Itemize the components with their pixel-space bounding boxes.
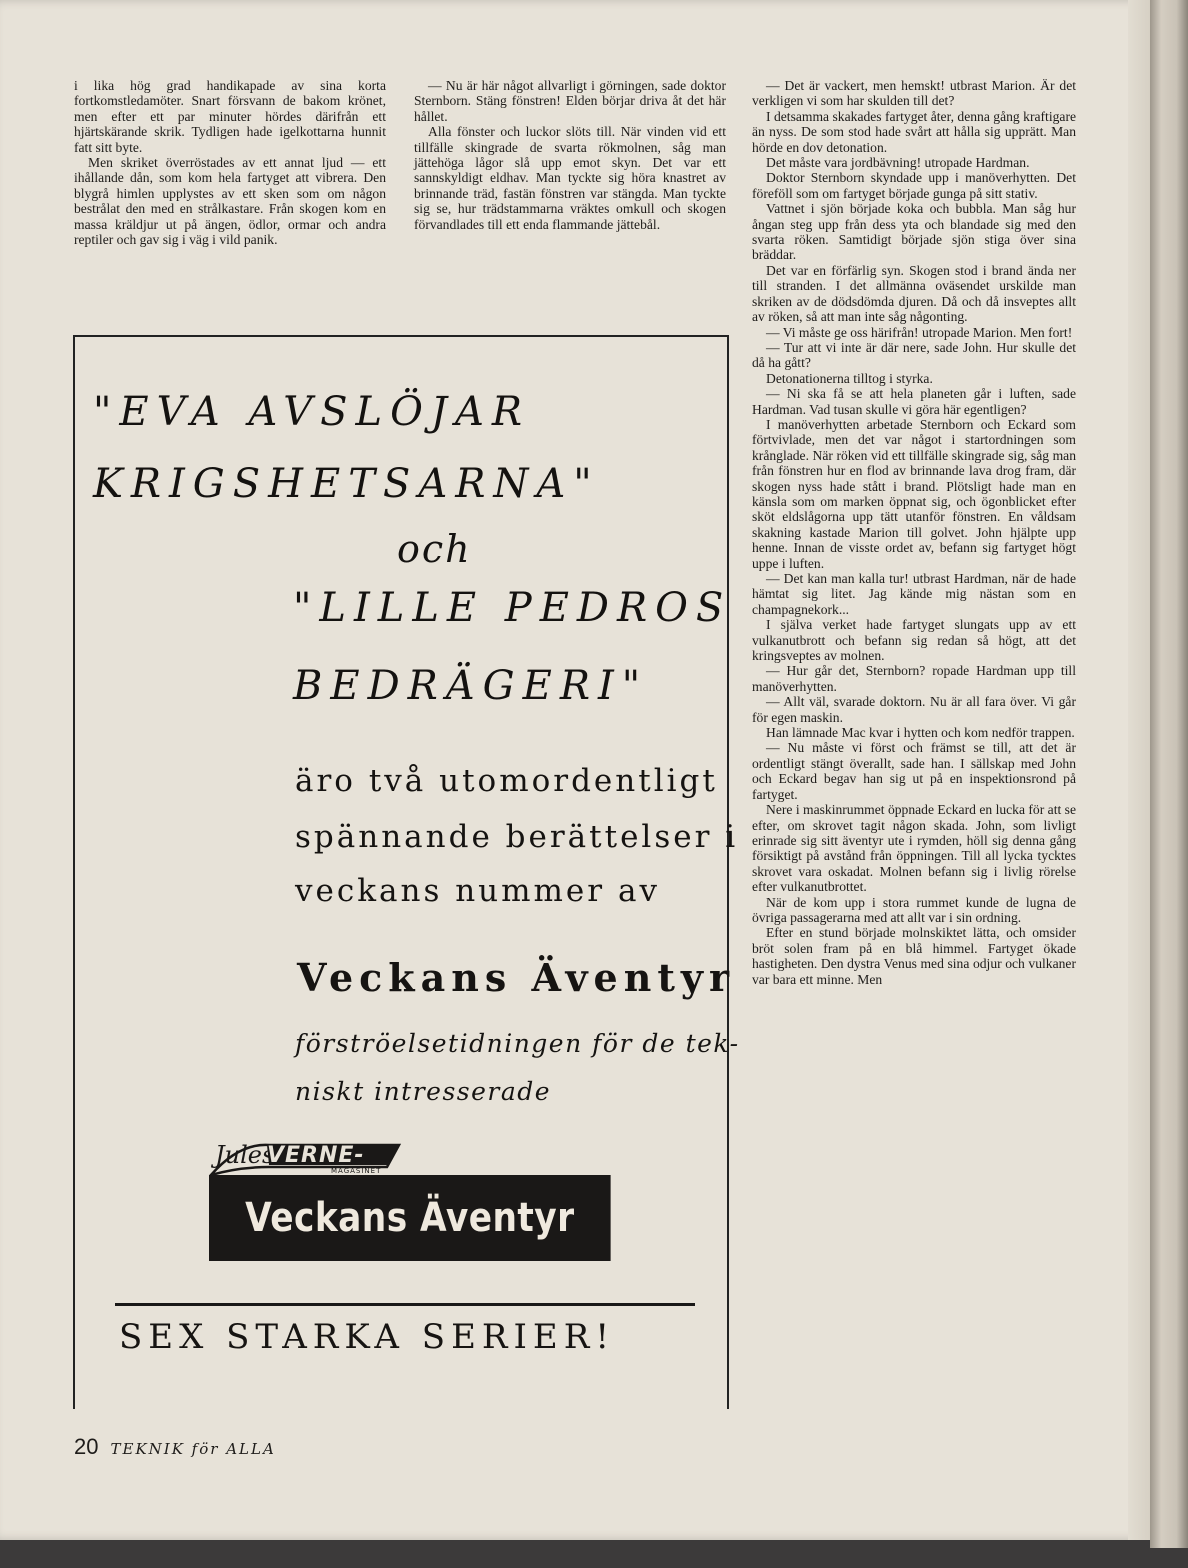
paragraph: I själva verket hade fartyget slungats upp av ett vulkanutbrott och befann sig redan så högt, att det kringsveptes av molnen. [752, 617, 1076, 664]
folio-magazine-name: TEKNIK för ALLA [110, 1440, 276, 1458]
paragraph: — Hur går det, Sternborn? ropade Hardman upp till manöverhytten. [752, 663, 1076, 694]
ad-body-line-1: äro två utomordentligt [295, 763, 718, 799]
advertisement [73, 335, 740, 1409]
logo-sub-text: MAGASINET [331, 1167, 382, 1175]
paragraph: — Vi måste ge oss härifrån! utropade Marion. Men fort! [766, 324, 1073, 340]
paragraph: — Nu är här något allvarligt i görningen, sade doktor Sternborn. Stäng fönstren! Elden börjar driva åt det här hållet. [414, 78, 726, 124]
page-gutter-shadow [1128, 0, 1150, 1540]
paragraph: Nere i maskinrummet öppnade Eckard en lucka för att se efter, om skrovet tagit någon skada. John, som livligt erinrade sig sitt äventyr ute i rymden, höll sig denna gång försiktigt på avstånd från öppningen. Till all lycka tycktes skrovet vara oskadat. Molnen befann sig i livlig rörelse efter vulkanutbrottet. [752, 802, 1076, 895]
paragraph: — Det kan man kalla tur! utbrast Hardman, när de hade hämtat sig litet. Jag kände mig nästan som en champagnekork... [752, 571, 1076, 617]
ad-och: och [397, 527, 472, 571]
paragraph: — Det är vackert, men hemskt! utbrast Marion. Är det verkligen vi som har skulden till det? [752, 78, 1076, 109]
text-column-2 [414, 78, 726, 232]
paragraph: I detsamma skakades fartyget åter, denna gång kraftigare än nyss. De som stod hade svårt att hålla sig upprätt. Man hörde en dov detonation. [752, 108, 1076, 155]
text-column-1 [74, 78, 386, 247]
ad-tagline-1: förströelsetidningen för de tek- [295, 1029, 740, 1058]
ad-body-line-2: spännande berättelser i [295, 819, 739, 855]
ad-body-line-3: veckans nummer av [295, 873, 660, 909]
paragraph: Men skriket överröstades av ett annat ljud — ett ihållande dån, som kom hela fartyget att vibrera. Den blygrå himlen upplystes av ett sken som om någon bestrålat den med en strålkastare. Från skogen kom en massa kräldjur ut på ängen, ödlor, ormar och andra reptiler och gav sig i väg i vild panik. [74, 155, 386, 248]
logo-verne-text: VERNE- [267, 1143, 365, 1168]
paragraph: När de kom upp i stora rummet kunde de lugna de övriga passagerarna med att allt var i sin ordning. [752, 894, 1076, 925]
next-page-edge [1150, 0, 1188, 1548]
paragraph: Alla fönster och luckor slöts till. När vinden vid ett tillfälle skingrade de svarta rökmolnen, såg man jättehöga lågor slå upp emot skyn. Det var ett sannskyldigt eldhav. Man tyckte sig höra knastret av brinnande träd, fastän fönstren var stängda. Man tyckte sig se, hur trädstammarna vräktes omkull och skogen förvandlades till ett enda flammande jättebål. [414, 124, 726, 232]
paragraph: Detonationerna tilltog i styrka. [766, 370, 933, 386]
paragraph: Han lämnade Mac kvar i hytten och kom nedför trappen. [766, 725, 1075, 741]
paragraph: — Allt väl, svarade doktorn. Nu är all fara över. Vi går för egen maskin. [752, 694, 1076, 725]
ad-title-line-4: BEDRÄGERI" [293, 663, 649, 709]
ad-tagline-2: niskt intresserade [295, 1077, 552, 1106]
paragraph: I manöverhytten arbetade Sternborn och Eckard som förtvivlade, men det var något i startordningen som krånglade. När röken vid ett tillfälle skingrade sig, såg man från fönstren hur en flod av brinnande lava drog fram, där skogen nyss hade stått i brand. Plötsligt hade man en känsla som om marken öppnat sig, och ögonblicket efter sköt eldslågorna upp tätt utanför fönstren. En våldsam skakning kastade Marion till golvet. John hjälpte upp henne. Innan de visste ordet av, befann sig fartyget högt uppe i luften. [752, 416, 1076, 571]
text-column-3 [752, 78, 1076, 987]
veckans-aventyr-logo [209, 1137, 611, 1261]
paragraph: Det måste vara jordbävning! utropade Hardman. [766, 155, 1030, 171]
ad-title-line-3: "LILLE PEDROS [293, 585, 732, 631]
paragraph: Vattnet i sjön började koka och bubbla. Man såg hur ångan steg upp från dess yta och blandade sig med den svarta röken. Samtidigt började sjön stiga över sina bräddar. [752, 201, 1076, 263]
logo-name-box: Veckans Äventyr [209, 1175, 611, 1261]
paragraph: Det var en förfärlig syn. Skogen stod i brand ända ner till stranden. I det allmänna oväsendet urskilde man skriken av de dödsdömda djuren. Då och då insveptes allt av röken, så att man inte såg någonting. [752, 262, 1076, 325]
ad-divider [115, 1303, 695, 1306]
ad-footer: SEX STARKA SERIER! [119, 1317, 615, 1357]
paragraph: i lika hög grad handikapade av sina korta fortkomstledamöter. Snart försvann de bakom krönet, men efter ett par minuter hördes därifrån ett hjärtskärande skrik. Tydligen hade igelkottarna hunnit fatt sitt byte. [74, 78, 386, 155]
ad-magazine-name: Veckans Äventyr [297, 955, 735, 1000]
ad-title-line-1: "EVA AVSLÖJAR [93, 389, 530, 435]
paragraph: — Nu måste vi först och främst se till, att det är ordentligt stängt överallt, sade han. I sällskap med John och Eckard begav han sig ut på en inspektionsrond på fartyget. [752, 740, 1076, 802]
paragraph: Doktor Sternborn skyndade upp i manöverhytten. Det föreföll som om fartyget började gunga på sitt stativ. [752, 170, 1076, 201]
paragraph: — Tur att vi inte är där nere, sade John. Hur skulle det då ha gått? [752, 339, 1076, 371]
ad-title-line-2: KRIGSHETSARNA" [93, 461, 600, 507]
page-folio [74, 1434, 276, 1460]
paragraph: — Ni ska få se att hela planeten går i luften, sade Hardman. Vad tusan skulle vi göra här egentligen? [752, 386, 1076, 417]
paragraph: Efter en stund började molnskiktet lätta, och omsider bröt solen fram på en blå himmel. Fartyget ökade hastigheten. Den dystra Venus med sina odjur och vulkaner var bara ett minne. Men [752, 925, 1076, 987]
page-number: 20 [74, 1434, 99, 1459]
logo-script-text: Jules [215, 1141, 275, 1169]
